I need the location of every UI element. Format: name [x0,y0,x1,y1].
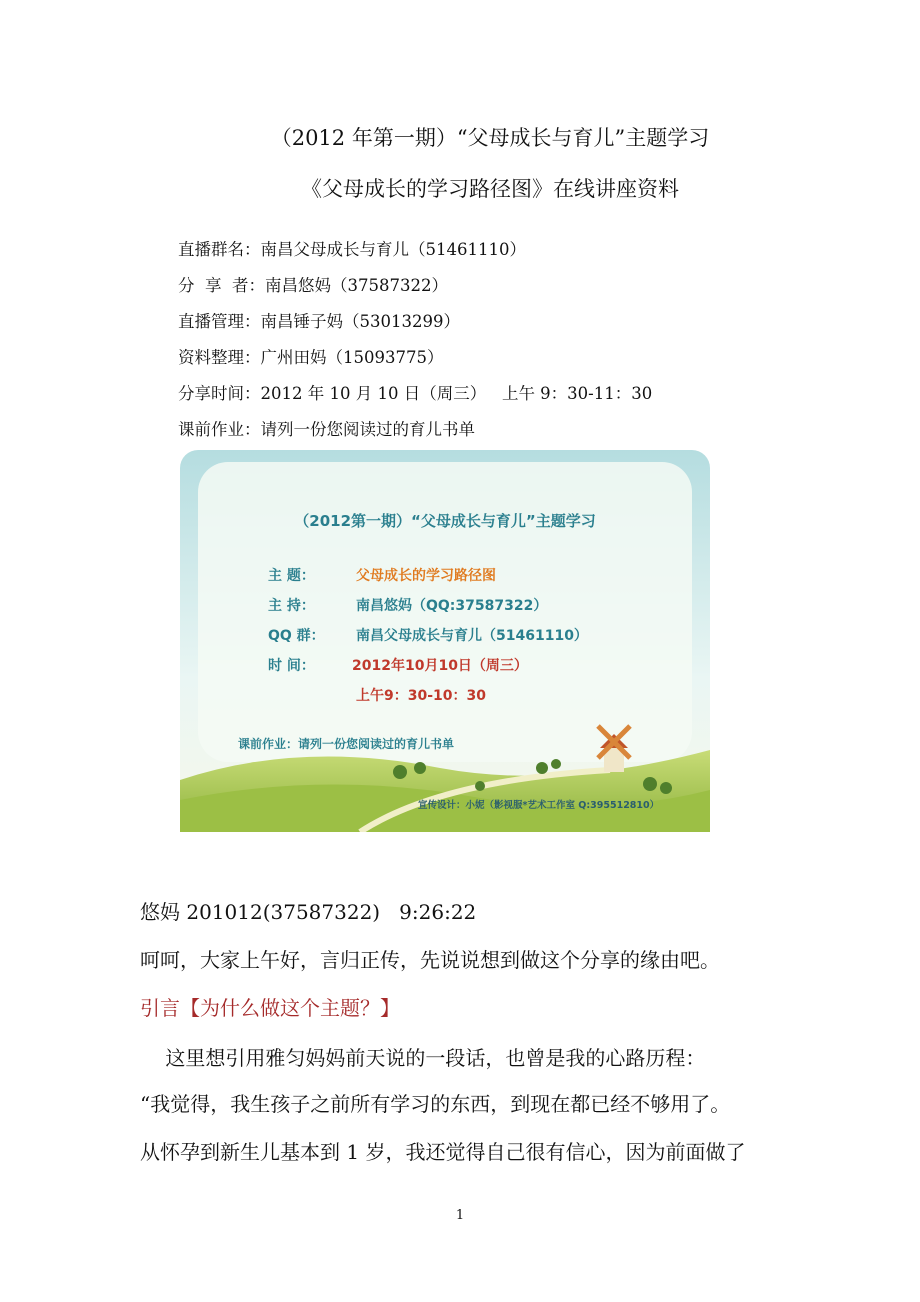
poster-time-value1: 2012年10月10日（周三） [352,658,528,674]
info-organizer: 资料整理：广州田妈（15093775） [178,348,444,367]
section-title: 引言【为什么做这个主题？】 [140,996,400,1020]
poster-theme-label: 主 题： [268,568,315,584]
lecture-poster [180,450,710,832]
speaker-line: 悠妈 201012(37587322) 9:26:22 [140,900,477,924]
poster-theme-value: 父母成长的学习路径图 [356,568,496,584]
document-title-line2: 《父母成长的学习路径图》在线讲座资料 [301,177,679,201]
page-number: 1 [455,1208,465,1223]
poster-homework: 课前作业：请列一份您阅读过的育儿书单 [238,737,455,751]
poster-group-value: 南昌父母成长与育儿（51461110） [356,628,588,644]
greeting-paragraph: 呵呵，大家上午好，言归正传，先说说想到做这个分享的缘由吧。 [140,948,720,972]
poster-time-label: 时 间： [268,658,315,674]
poster-credit: 宣传设计：小妮（影视服*艺术工作室 Q:395512810） [418,800,660,811]
info-homework: 课前作业：请列一份您阅读过的育儿书单 [178,420,475,439]
poster-host-label: 主 持： [268,598,315,614]
poster-group-label: QQ 群： [268,628,325,644]
paragraph-line-2: “我觉得，我生孩子之前所有学习的东西，到现在都已经不够用了。 [140,1092,731,1116]
info-sharer: 分 享 者：南昌悠妈（37587322） [178,276,448,295]
poster-banner: （2012第一期）“父母成长与育儿”主题学习 [294,512,596,530]
info-time: 分享时间：2012 年 10 月 10 日（周三） 上午 9：30-11：30 [178,384,653,403]
poster-time-value2: 上午9：30-10：30 [356,688,486,704]
poster-host-value: 南昌悠妈（QQ:37587322） [356,598,548,614]
document-title-line1: （2012 年第一期）“父母成长与育儿”主题学习 [270,126,710,150]
info-group-name: 直播群名：南昌父母成长与育儿（51461110） [178,240,526,259]
paragraph-line-1: 这里想引用雅匀妈妈前天说的一段话，也曾是我的心路历程： [140,1046,706,1070]
info-manager: 直播管理：南昌锤子妈（53013299） [178,312,460,331]
paragraph-line-3: 从怀孕到新生儿基本到 1 岁，我还觉得自己很有信心，因为前面做了 [140,1140,746,1164]
